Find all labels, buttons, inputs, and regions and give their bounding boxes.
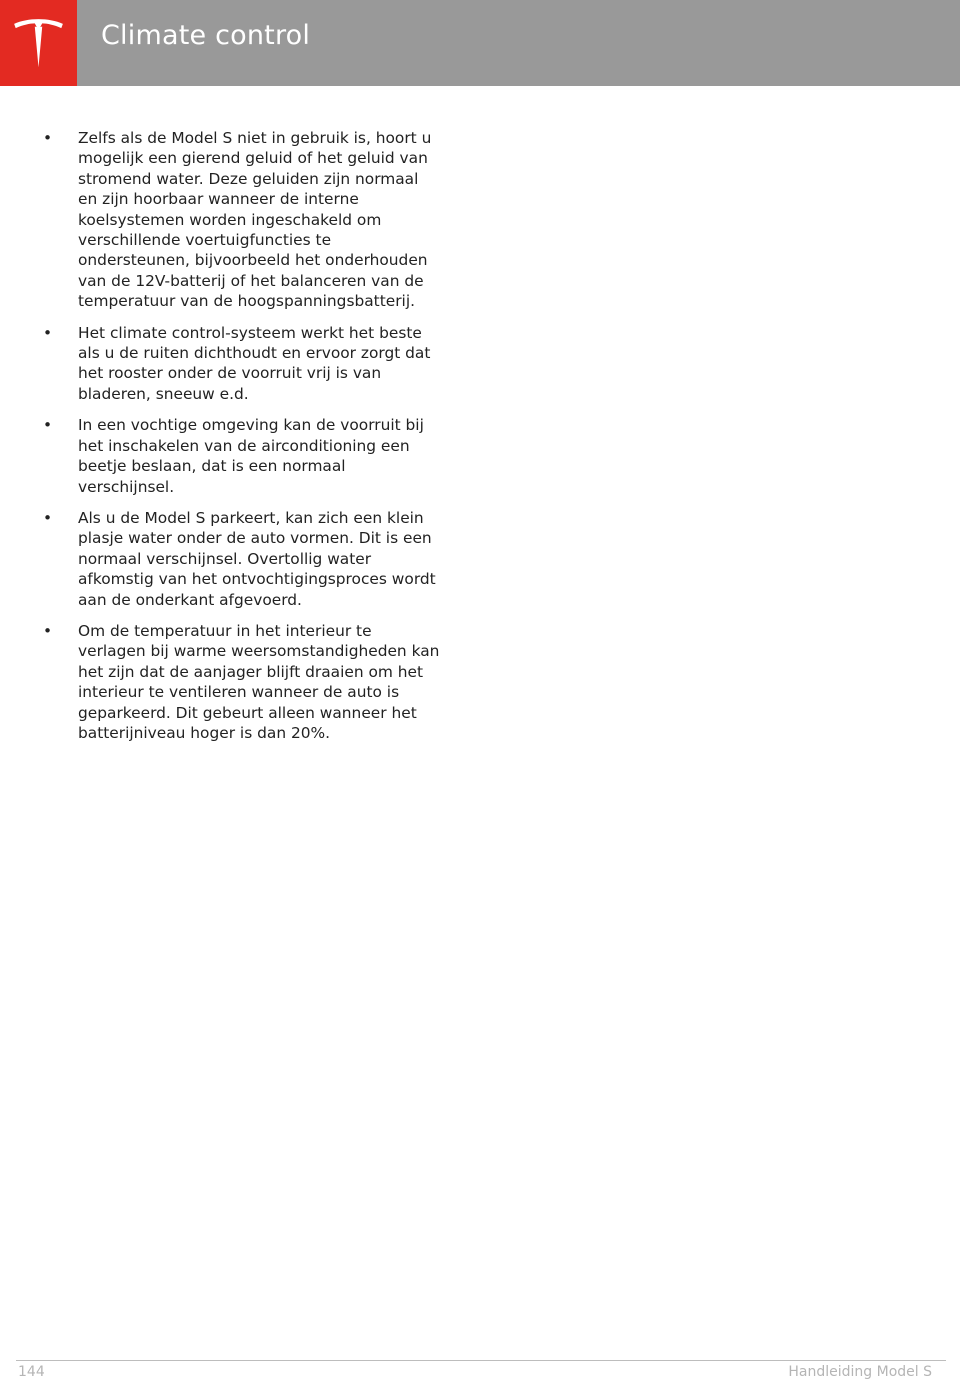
bullet-icon: • [43,129,53,147]
footer-divider [16,1360,946,1361]
list-item [40,415,440,497]
bullet-icon: • [43,323,53,342]
logo-box [0,0,77,86]
list-item [40,128,440,312]
page-number: 144 [18,1364,45,1380]
bullet-icon: • [43,508,53,527]
page-title: Climate control [101,20,311,51]
list-item-text: Het climate control-systeem werkt het beste als u de ruiten dichthoudt en ervoor zorgt dat het rooster onder de voorruit vrij is van bladeren, sneeuw e.d. [78,323,431,403]
bullet-list [40,128,440,754]
list-item-text: Zelfs als de Model S niet in gebruik is, hoort u mogelijk een gierend geluid of het geluid van stromend water. Deze geluiden zijn normaal en zijn hoorbaar wanneer de interne koelsystemen worden ingeschakeld om verschillende voertuigfuncties te ondersteunen, bijvoorbeeld het onderhouden van de 12V-batterij of het balanceren van de temperatuur van de hoogspanningsbatterij. [78,129,432,311]
list-item [40,323,440,405]
list-item-text: In een vochtige omgeving kan de voorruit bij het inschakelen van de airconditioning een beetje beslaan, dat is een normaal verschijnsel. [78,416,424,496]
header-bar [0,0,960,86]
list-item [40,621,440,743]
manual-title: Handleiding Model S [788,1364,932,1380]
bullet-icon: • [43,621,53,640]
tesla-logo-icon [12,16,65,70]
list-item [40,508,440,610]
bullet-icon: • [43,416,53,435]
list-item-text: Als u de Model S parkeert, kan zich een klein plasje water onder de auto vormen. Dit is een normaal verschijnsel. Overtollig water afkomstig van het ontvochtigingsproces wordt aan de onderkant afgevoerd. [78,508,436,609]
list-item-text: Om de temperatuur in het interieur te verlagen bij warme weersomstandigheden kan het zijn dat de aanjager blijft draaien om het interieur te ventileren wanneer de auto is geparkeerd. Dit gebeurt alleen wanneer het batterijniveau hoger is dan 20%. [78,621,440,742]
